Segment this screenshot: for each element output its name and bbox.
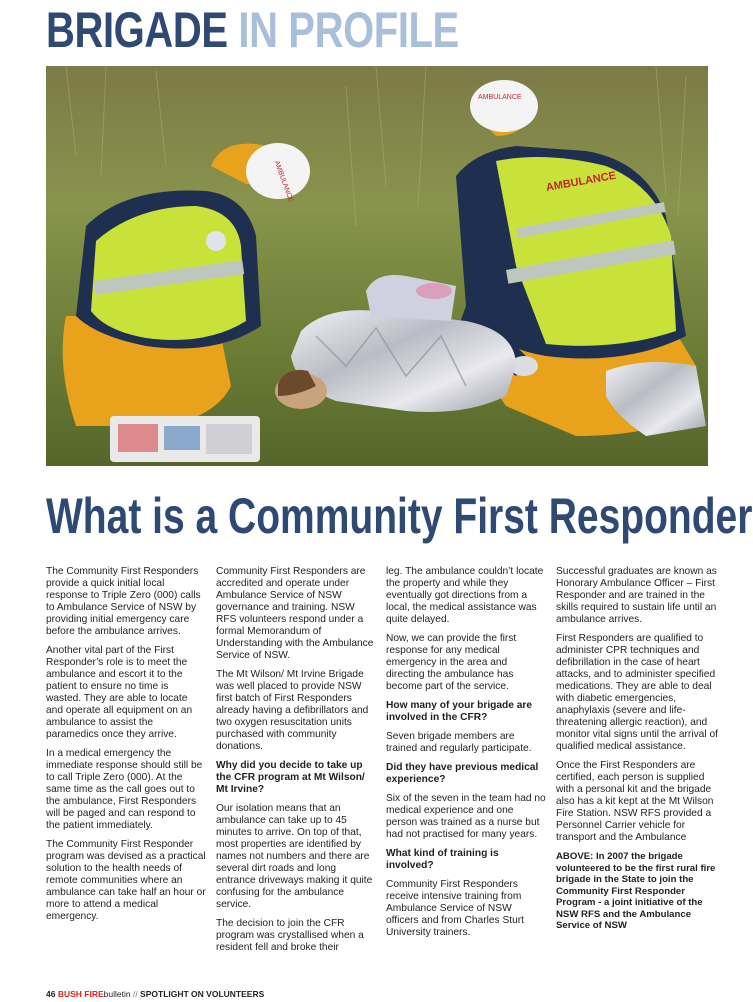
publication-name: BUSH FIRE [57, 989, 104, 999]
photo-caption: ABOVE: In 2007 the brigade volunteered to be the first rural fire brigade in the State to join the Community First Responder Program - a joint initiative of the NSW RFS and the Ambulance Service of NSW [556, 851, 716, 931]
paragraph: The Mt Wilson/ Mt Irvine Brigade was well placed to provide NSW first batch of First Responders already having a defibrillators and two oxygen resuscitation units purchased with community donations. [216, 669, 369, 752]
paragraph: The Community First Responder program was devised as a practical solution to the health needs of remote communities where an ambulance can take half an hour or more to attend a medical emergency. [46, 839, 206, 922]
paragraph: Now, we can provide the first response for any medical emergency in the area and directing the ambulance has become part of the service. [386, 633, 517, 692]
article-photo [46, 66, 708, 466]
question-heading: Did they have previous medical experience? [386, 762, 539, 785]
question-heading: How many of your brigade are involved in the CFR? [386, 700, 533, 723]
section-heading-in-profile: IN PROFILE [238, 2, 459, 58]
paragraph: Successful graduates are known as Honorary Ambulance Officer – First Responder and are trained in the skills required to sustain life until an ambulance arrives. [556, 566, 717, 625]
page-footer [46, 988, 264, 1000]
article-column-2 [216, 566, 376, 961]
paragraph: In a medical emergency the immediate response should still be to call Triple Zero (000). At the same time as the call goes out to the ambulance, First Responders will be paged and can respond to the patient immediately. [46, 748, 203, 831]
section-heading [46, 2, 459, 58]
paragraph: Our isolation means that an ambulance can take up to 45 minutes to arrive. On top of that, most properties are identified by names not numbers and there are several dirt roads and long entrance driveways making it quite confusing for the ambulance service. [216, 803, 373, 910]
paragraph: The decision to join the CFR program was crystallised when a resident fell and broke their [216, 918, 364, 953]
paragraph: The Community First Responders provide a quick initial local response to Triple Zero (000) calls to Ambulance Service of NSW by providing initial emergency care before the ambulance arrives. [46, 566, 201, 637]
paragraph: Community First Responders are accredited and operate under Ambulance Service of NSW governance and training. NSW RFS volunteers respond under a formal Memorandum of Understanding with the Ambulance Service of NSW. [216, 566, 374, 661]
footer-separator: // [130, 989, 141, 999]
paragraph: Six of the seven in the team had no medical experience and one person was trained as a nurse but had not practised for many years. [386, 793, 546, 840]
article-column-4 [556, 566, 720, 939]
paragraph: Community First Responders receive intensive training from Ambulance Service of NSW officers and from Charles Sturt University trainers. [386, 879, 524, 938]
publication-name-suffix: bulletin [103, 989, 131, 999]
paragraph: Once the First Responders are certified, each person is supplied with a personal kit and the brigade also has a kit kept at the Mt Wilson Fire Station. NSW RFS provided a Personnel Carrier vehicle for transport and the Ambulance [556, 760, 714, 843]
paragraph: leg. The ambulance couldn’t locate the property and while they eventually got directions from a local, the medical assistance was quite delayed. [386, 566, 544, 625]
equipment-bag [110, 416, 260, 462]
article-headline: What is a Community First Responder [46, 488, 753, 544]
paragraph: Seven brigade members are trained and regularly participate. [386, 731, 532, 754]
page-number: 46 [46, 989, 56, 999]
section-heading-brigade: BRIGADE [46, 2, 228, 58]
question-heading: Why did you decide to take up the CFR program at Mt Wilson/ Mt Irvine? [216, 760, 365, 795]
helmet-text-left: AMBULANCE [272, 159, 295, 204]
article-column-1 [46, 566, 206, 930]
article-column-3 [386, 566, 546, 946]
question-heading: What kind of training is involved? [386, 848, 499, 871]
helmet-text-right: AMBULANCE [478, 94, 522, 101]
vest-text: AMBULANCE [545, 169, 617, 194]
footer-section: SPOTLIGHT ON VOLUNTEERS [140, 989, 265, 999]
paragraph: Another vital part of the First Responder’s role is to meet the ambulance and escort it to the patient to ensure no time is wasted. They are able to locate and operate all equipment on an ambulance to assist the paramedics once they arrive. [46, 645, 193, 740]
paragraph: First Responders are qualified to administer CPR techniques and defibrillation in the case of heart attacks, and to administer specified medications. They are able to deal with diabetic emergencies, anaphylaxis (severe and life-threatening allergic reaction), and monitor vital signs until the arrival of qualified medical assistance. [556, 633, 718, 752]
